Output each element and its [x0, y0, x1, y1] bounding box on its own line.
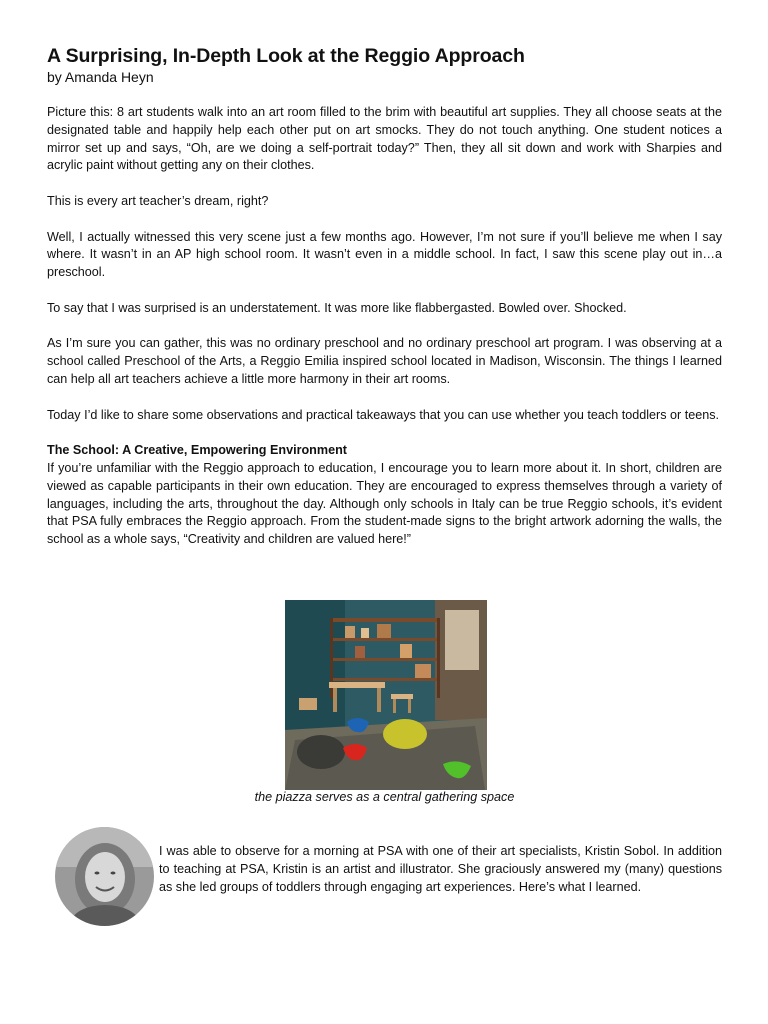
article-byline: by Amanda Heyn	[47, 69, 154, 85]
article	[47, 44, 722, 894]
paragraph-closing: I was able to observe for a morning at PSA with one of their art specialists, Kristin Sobol. In addition to teaching at PSA, Kristin is an artist and illustrator. She graciously answered my (many) questions as she led groups of toddlers through engaging art experiences. Here’s what I learned.	[159, 844, 722, 894]
article-title: A Surprising, In-Depth Look at the Reggio Approach	[47, 45, 525, 67]
piazza-photo	[285, 600, 487, 790]
author-avatar	[55, 827, 154, 926]
section-heading: The School: A Creative, Empowering Environment	[47, 443, 347, 458]
paragraph-takeaways: Today I’d like to share some observations and practical takeaways that you can use whether you teach toddlers or teens.	[47, 407, 720, 422]
paragraph-observing: As I’m sure you can gather, this was no ordinary preschool and no ordinary preschool art program. I was observing at a school called Preschool of the Arts, a Reggio Emilia inspired school located in Madison, Wisconsin. The things I learned can help all art teachers achieve a little more harmony in their art rooms.	[47, 336, 722, 386]
piazza-photo-illustration	[285, 600, 487, 790]
paragraph-surprised: To say that I was surprised is an understatement. It was more like flabbergasted. Bowled over. Shocked.	[47, 300, 627, 315]
paragraph-intro: Picture this: 8 art students walk into an art room filled to the brim with beautiful art supplies. They all choose seats at the designated table and happily help each other put on art smocks. They do not touch anything. One student notices a mirror set up and says, “Oh, are we doing a self-portrait today?” Then, they all sit down and work with Sharpies and acrylic paint without getting any on their clothes.	[47, 105, 722, 173]
paragraph-witnessed: Well, I actually witnessed this very scene just a few months ago. However, I’m not sure if you’ll believe me when I say where. It wasn’t in an AP high school room. It wasn’t even in a middle school. In fact, I saw this scene play out in…a preschool.	[47, 229, 722, 280]
author-portrait	[55, 827, 154, 926]
paragraph-school: If you’re unfamiliar with the Reggio approach to education, I encourage you to learn more about it. In short, children are viewed as capable participants in their own education. They are encouraged to express themselves through a variety of languages, including the arts, throughout the day. Although only schools in Italy can be true Reggio schools, it’s evident that PSA fully embraces the Reggio approach. From the student-made signs to the bright artwork adorning the walls, the school as a whole says, “Creativity and children are valued here!”	[47, 460, 722, 547]
paragraph-dream: This is every art teacher’s dream, right?	[47, 193, 269, 208]
figure-caption: the piazza serves as a central gathering space	[254, 790, 515, 804]
